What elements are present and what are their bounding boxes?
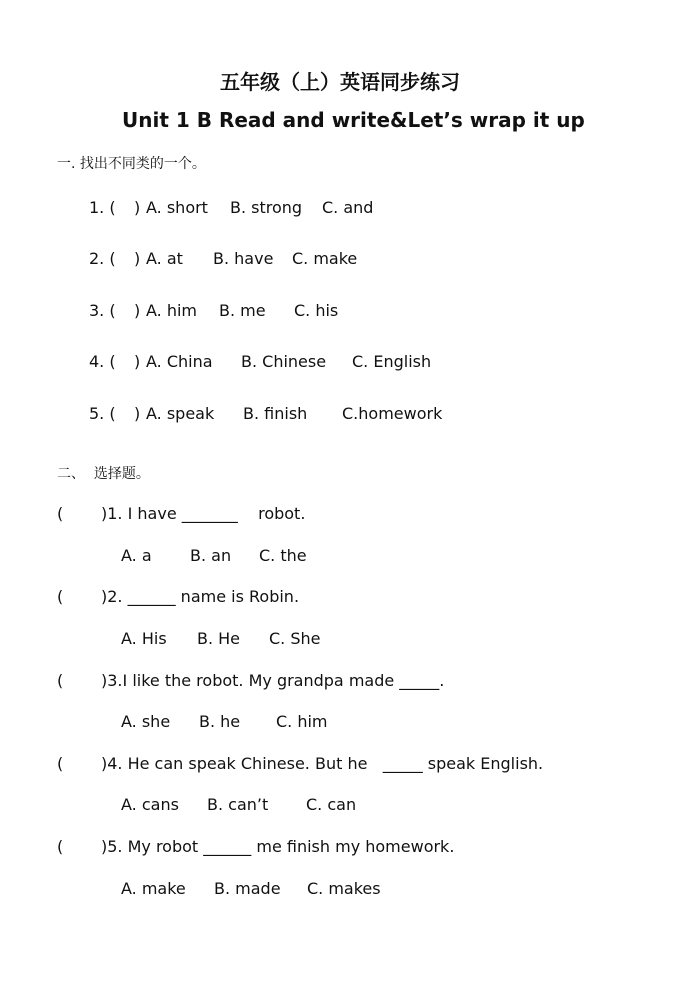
option-b: B. he — [199, 712, 241, 731]
option-a: A. short — [146, 198, 208, 217]
item-number: 4. ( — [89, 352, 116, 371]
answer-paren-close: ) — [134, 301, 141, 320]
option-b: B. have — [213, 249, 274, 268]
page-title: 五年级（上）英语同步练习 — [220, 70, 460, 94]
option-b: B. can’t — [207, 795, 269, 814]
section-1-heading: 一. 找出不同类的一个。 — [57, 156, 206, 172]
answer-paren-open: ( — [57, 671, 64, 690]
option-b: B. Chinese — [241, 352, 327, 371]
option-b: B. finish — [243, 404, 308, 423]
section-2-heading: 二、 选择题。 — [57, 466, 150, 482]
question-stem: )2. ______ name is Robin. — [101, 587, 300, 606]
answer-paren-close: ) — [134, 249, 141, 268]
option-c: C. the — [259, 546, 307, 565]
option-a: A. at — [146, 249, 183, 268]
question-stem: )3.I like the robot. My grandpa made _____. — [101, 671, 445, 690]
option-a: A. cans — [121, 795, 179, 814]
answer-paren-close: ) — [134, 404, 141, 423]
option-c: C. and — [322, 198, 374, 217]
option-b: B. an — [190, 546, 232, 565]
option-b: B. made — [214, 879, 281, 898]
option-a: A. His — [121, 629, 167, 648]
option-b: B. me — [219, 301, 266, 320]
item-number: 5. ( — [89, 404, 116, 423]
option-c: C. his — [294, 301, 339, 320]
answer-paren-open: ( — [57, 754, 64, 773]
page-subtitle: Unit 1 B Read and write&Let’s wrap it up — [122, 108, 585, 132]
option-c: C. can — [306, 795, 357, 814]
option-b: B. He — [197, 629, 241, 648]
option-c: C.homework — [342, 404, 443, 423]
option-a: A. China — [146, 352, 213, 371]
answer-paren-open: ( — [57, 587, 64, 606]
answer-paren-close: ) — [134, 198, 141, 217]
option-a: A. she — [121, 712, 171, 731]
option-b: B. strong — [230, 198, 303, 217]
option-c: C. She — [269, 629, 321, 648]
question-stem: )4. He can speak Chinese. But he _____ speak English. — [101, 754, 544, 773]
option-c: C. make — [292, 249, 358, 268]
option-c: C. English — [352, 352, 432, 371]
item-number: 3. ( — [89, 301, 116, 320]
option-a: A. him — [146, 301, 198, 320]
answer-paren-open: ( — [57, 504, 64, 523]
option-c: C. him — [276, 712, 328, 731]
question-stem: )1. I have _______ robot. — [101, 504, 306, 523]
answer-paren-close: ) — [134, 352, 141, 371]
answer-paren-open: ( — [57, 837, 64, 856]
option-a: A. speak — [146, 404, 215, 423]
item-number: 2. ( — [89, 249, 116, 268]
option-c: C. makes — [307, 879, 381, 898]
item-number: 1. ( — [89, 198, 116, 217]
option-a: A. a — [121, 546, 152, 565]
option-a: A. make — [121, 879, 186, 898]
question-stem: )5. My robot ______ me finish my homework. — [101, 837, 455, 856]
